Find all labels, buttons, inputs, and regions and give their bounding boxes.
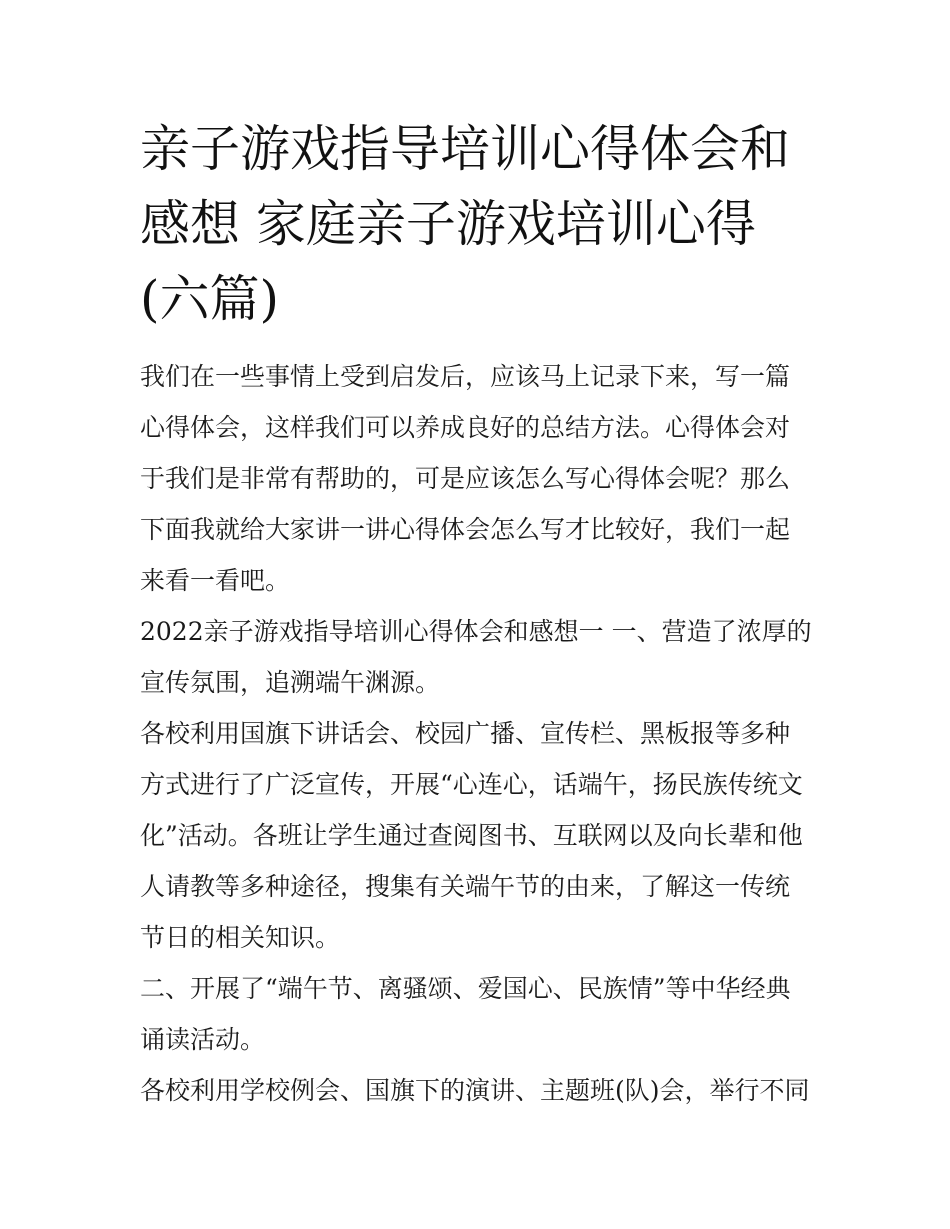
document-page (140, 112, 812, 1116)
paragraph-section-two-heading: 二、开展了“端午节、离骚颂、爱国心、民族情”等中华经典诵读活动。 (140, 974, 791, 1054)
document-title: 亲子游戏指导培训心得体会和感想 家庭亲子游戏培训心得(六篇) (140, 120, 790, 328)
paragraph-intro: 我们在一些事情上受到启发后，应该马上记录下来，写一篇心得体会，这样我们可以养成良好的总结方法。心得体会对于我们是非常有帮助的，可是应该怎么写心得体会呢？那么下面我就给大家讲一讲心得体会怎么写才比较好，我们一起来看一看吧。 (140, 362, 791, 595)
paragraph-publicity: 各校利用国旗下讲话会、校园广播、宣传栏、黑板报等多种方式进行了广泛宣传，开展“心连心，话端午，扬民族传统文化”活动。各班让学生通过查阅图书、互联网以及向长辈和他人请教等多种途径，搜集有关端午节的由来，了解这一传统节日的相关知识。 (140, 719, 803, 952)
paragraph-activities: 各校利用学校例会、国旗下的演讲、主题班(队)会，举行不同 (140, 1076, 810, 1105)
paragraph-section-one-heading: 2022亲子游戏指导培训心得体会和感想一 一、营造了浓厚的宣传氛围，追溯端午渊源。 (140, 617, 812, 697)
